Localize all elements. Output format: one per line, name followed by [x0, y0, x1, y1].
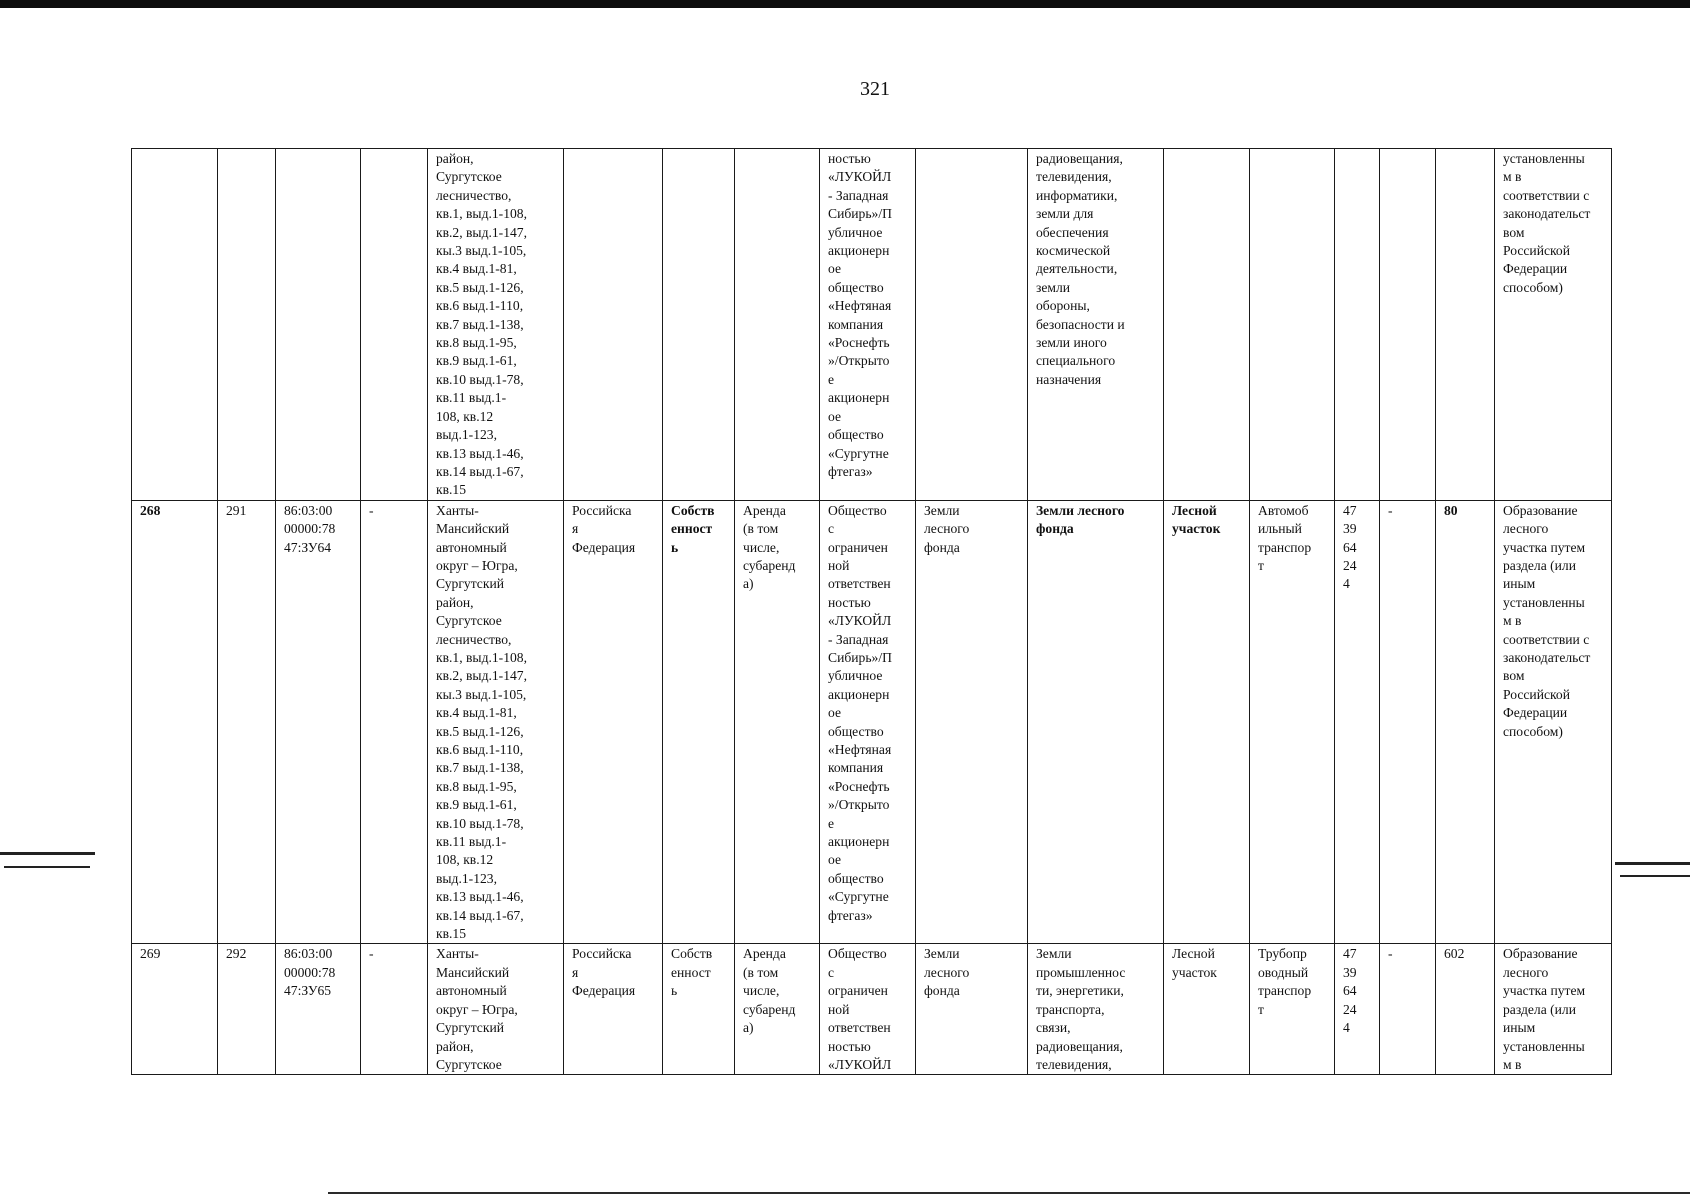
cell-owner: Российска я Федерация — [564, 944, 663, 1075]
cell-col-4: - — [361, 500, 428, 944]
scan-mark-left — [0, 852, 95, 855]
cell-code: 47 39 64 24 4 — [1335, 500, 1380, 944]
cell-encumbrance — [735, 149, 820, 501]
cell-address: район, Сургутское лесничество, кв.1, выд.1-108, кв.2, выд.1-147, кы.3 выд.1-105, кв.4 выд.1-81, кв.5 выд.1-126, кв.6 выд.1-110, кв.7 выд.1-138, кв.8 выд.1-95, кв.9 выд.1-61, кв.10 выд.1-78, кв.11 выд.1- 108, кв.12 выд.1-123, кв.13 выд.1-46, кв.14 выд.1-67, кв.15 — [428, 149, 564, 501]
cell-address: Ханты- Мансийский автономный округ – Югра, Сургутский район, Сургутское лесничество, кв.1, выд.1-108, кв.2, выд.1-147, кы.3 выд.1-105, кв.4 выд.1-81, кв.5 выд.1-126, кв.6 выд.1-110, кв.7 выд.1-138, кв.8 выд.1-95, кв.9 выд.1-61, кв.10 выд.1-78, кв.11 выд.1- 108, кв.12 выд.1-123, кв.13 выд.1-46, кв.14 выд.1-67, кв.15 — [428, 500, 564, 944]
cell-row-number — [132, 149, 218, 501]
cell-number: 291 — [218, 500, 276, 944]
cell-land-use: радиовещания, телевидения, информатики, земли для обеспечения космической деятельности, земли обороны, безопасности и земли иного специального назначения — [1028, 149, 1164, 501]
cell-col-15: - — [1380, 944, 1436, 1075]
cell-right-type: Собств енност ь — [663, 944, 735, 1075]
table-row-268 — [132, 500, 1612, 944]
cell-owner — [564, 149, 663, 501]
cell-address: Ханты- Мансийский автономный округ – Югра, Сургутский район, Сургутское — [428, 944, 564, 1075]
cell-land-category — [916, 149, 1028, 501]
cell-purpose — [1250, 149, 1335, 501]
cell-col-15: - — [1380, 500, 1436, 944]
cell-encumbrance: Аренда (в том числе, субаренд а) — [735, 944, 820, 1075]
cell-area: 80 — [1436, 500, 1495, 944]
page-number: 321 — [860, 78, 890, 100]
cell-formation-method: установленны м в соответствии с законодательст вом Российской Федерации способом) — [1495, 149, 1612, 501]
cell-right-type — [663, 149, 735, 501]
table-row-269 — [132, 944, 1612, 1075]
scan-mark-right-2 — [1620, 875, 1690, 877]
cell-row-number: 269 — [132, 944, 218, 1075]
cell-tenant: Общество с ограничен ной ответствен ностью «ЛУКОЙЛ — [820, 944, 916, 1075]
cell-area: 602 — [1436, 944, 1495, 1075]
cell-object-type: Лесной участок — [1164, 500, 1250, 944]
top-rule — [0, 0, 1690, 8]
cell-tenant: ностью «ЛУКОЙЛ - Западная Сибирь»/П убличное акционерн ое общество «Нефтяная компания «Роснефть »/Открыто е акционерн ое общество «Сургутне фтегаз» — [820, 149, 916, 501]
cell-purpose: Трубопр оводный транспор т — [1250, 944, 1335, 1075]
cell-area — [1436, 149, 1495, 501]
cell-col-4: - — [361, 944, 428, 1075]
cell-land-category: Земли лесного фонда — [916, 944, 1028, 1075]
cell-code: 47 39 64 24 4 — [1335, 944, 1380, 1075]
bottom-rule — [328, 1192, 1690, 1194]
cell-land-use: Земли лесного фонда — [1028, 500, 1164, 944]
table-row-continuation — [132, 149, 1612, 501]
cell-encumbrance: Аренда (в том числе, субаренд а) — [735, 500, 820, 944]
cell-col-15 — [1380, 149, 1436, 501]
scan-mark-left-2 — [4, 866, 90, 868]
cell-owner: Российска я Федерация — [564, 500, 663, 944]
cell-object-type — [1164, 149, 1250, 501]
cell-cadastral-number: 86:03:00 00000:78 47:ЗУ64 — [276, 500, 361, 944]
scan-mark-right — [1615, 862, 1690, 865]
cell-number: 292 — [218, 944, 276, 1075]
cell-purpose: Автомоб ильный транспор т — [1250, 500, 1335, 944]
cell-object-type: Лесной участок — [1164, 944, 1250, 1075]
cell-formation-method: Образование лесного участка путем раздела (или иным установленны м в соответствии с законодательст вом Российской Федерации способом) — [1495, 500, 1612, 944]
cell-code — [1335, 149, 1380, 501]
cell-cadastral-number — [276, 149, 361, 501]
cell-col-4 — [361, 149, 428, 501]
cell-land-use: Земли промышленнос ти, энергетики, транспорта, связи, радиовещания, телевидения, — [1028, 944, 1164, 1075]
cell-cadastral-number: 86:03:00 00000:78 47:ЗУ65 — [276, 944, 361, 1075]
land-registry-table — [131, 148, 1612, 1075]
cell-right-type: Собств енност ь — [663, 500, 735, 944]
cell-formation-method: Образование лесного участка путем раздела (или иным установленны м в — [1495, 944, 1612, 1075]
cell-land-category: Земли лесного фонда — [916, 500, 1028, 944]
cell-tenant: Общество с ограничен ной ответствен ностью «ЛУКОЙЛ - Западная Сибирь»/П убличное акционерн ое общество «Нефтяная компания «Роснефть »/Открыто е акционерн ое общество «Сургутне фтегаз» — [820, 500, 916, 944]
cell-number — [218, 149, 276, 501]
cell-row-number: 268 — [132, 500, 218, 944]
